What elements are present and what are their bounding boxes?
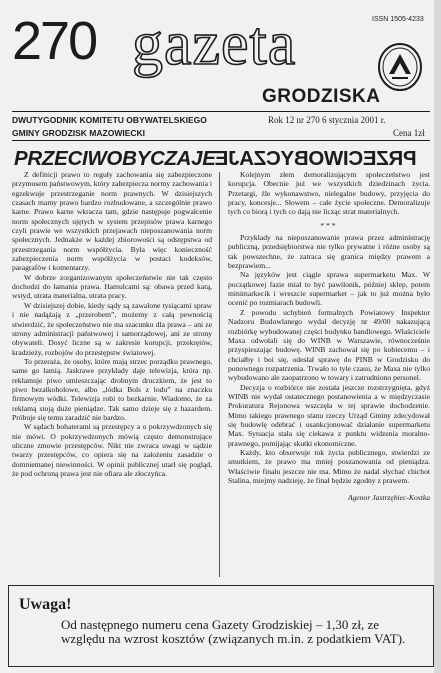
header-rule — [12, 140, 430, 141]
paragraph: W dobrze zorganizowanym społeczeństwie nie tak często dochodzi do łamania prawa. Hamulcami są: obawa przed karą, wstyd, utrata materialna, utrata pracy. — [12, 272, 212, 301]
issue-number: 270 — [12, 11, 97, 71]
article-headline: PRZECIWOBYCZAJE — [14, 147, 216, 170]
section-separator: *** — [320, 220, 338, 230]
paragraph: Na języków jest ciągle sprawa supermarketu Max. W początkowej fazie miał to być pawilonik, później sklep, potem minimarkecik i wreszcie supermarket – jak to już można było ocenić po rozmiarach budowli. — [228, 270, 430, 308]
column-divider — [219, 172, 220, 577]
newspaper-logo: gazeta — [132, 10, 297, 78]
publisher-line: DWUTYGODNIK KOMITETU OBYWATELSKIEGO — [12, 115, 207, 125]
article-column-left — [12, 170, 212, 478]
issn-number: ISSN 1505-4233 — [372, 16, 424, 23]
paragraph: Przykłady na nieposzanowanie prawa przez administrację publiczną, przedsiębiorstwa nie tylko prywatne i różne osoby są tak powszechne, że zatraca się granica między prawem a bezprawiem... — [228, 233, 430, 271]
paragraph: Z definicji prawo to reguły zachowania się zabezpieczone przymusem państwowym, który zabezpiecza normy zachowania i egzekwuje przestrzeganie norm prawnych. W dzisiejszych czasach mamy prawo bardzo rozbudowane, a szczególnie prawo karne. Prawo karne wkracza tam, gdzie następuje pogwałcenie norm społecznych ujętych w system przepisów prawa karnego czyli prawie we wszystkich przejawach nieposzanowania norm społecznych. Jednakże w każdej zbiorowości są odstępstwa od przestrzegania norm współżycia. Była więc konieczność zabezpieczenia norm współżycia w postaci kodeksów, paragrafów i komentarzy. — [12, 170, 212, 273]
issue-price: Cena 1zł — [393, 128, 425, 138]
publisher-municipality: GMINY GRODZISK MAZOWIECKI — [12, 128, 146, 138]
newspaper-subtitle: GRODZISKA — [262, 86, 381, 107]
article-column-right — [228, 170, 430, 503]
paragraph: W sądach bohaterami są przestępcy a o pokrzywdzonych się nie mówi. O pokrzywdzonych mówią często demonstrujące uliczne zmowie przestępców. Nikt nie zwraca uwagi w sądzie twarzy przestępców, co opiera się na założeniu zasadzie o domniemanej niewinności. W opinii publicznej utarł się pogląd, że pod ochroną prawa jest nie ofiara ale złoczyńca. — [12, 422, 212, 478]
paragraph: Decyzja o rozbiórce nie została jeszcze rozstrzygnięta, gdyż WINB nie wydał ostatecznego postanowienia a w międzyczasie Prokuratura Rejonowa wszczęła w tej sprawie dochodzenie. Mimo takiego prawnego stanu rzeczy Urząd Gminy zdecydował się budowlę odebrać i usankcjonować działanie supermarketu Max. Sytuacja stała się ciekawa z punktu widzenia moralno-prawnego, pomijając skutki ekonomiczne. — [228, 382, 430, 448]
article-author: Agenor Jastrzębiec-Kostka — [347, 493, 430, 503]
price-notice-box — [8, 585, 434, 667]
town-emblem-icon — [377, 42, 423, 92]
scan-edge — [434, 0, 441, 673]
paragraph: W dzisiejszej dobie, kiedy sądy są zawalone tysiącami spraw i nie nadążają z „przerobem”, możemy z całą pewnością stwierdzić, że społeczeństwo nie ma szacunku dla prawa – ani ze strony administracji państwowej i samorządowej, ani ze strony obywateli. Dosyć liczne są w zakresie korupcji, przekrętów, kradzieży, rozbojów do przestępstw światowej. — [12, 300, 212, 357]
notice-text: Od następnego numeru cena Gazety Grodziskiej – 1,30 zł, ze względu na wzrost kosztów (związanych m.in. z podatkiem VAT). — [61, 617, 406, 646]
paragraph: Z powodu uchybień formalnych Powiatowy Inspektor Nadzoru Budowlanego wydał decyzję nr 49/00 nakazującą rozbiórkę wybudowanej części budynku handlowego. Właściciele Maxa odwołali się do WINB w Warszawie, równocześnie przyspieszając budowę. WINB zachował się po kobiecemu – i chciałby i boi się, odesłał sprawę do PINB w Grodzisku do ponownego rozpatrzenia. Trwało to tyle czasu, że Maxa nie tylko wybudowano ale zaopatrzono w towary i zatrudniono personel. — [228, 307, 430, 383]
paragraph: Każdy, kto obserwuje tok życia publicznego, stwierdzi ze smutkiem, że prawo ma mniej poszanowania od pieniądza. Właściwie finału jeszcze nie ma. Mimo że nadal słychać chichot Stalina, miejmy nadzieję, że finał będzie zgodny z prawem. — [228, 447, 430, 485]
paragraph: To przeraża, że osoby, które mają strzec porządku prawnego, same go łamią. Jaskrawe przykłady daje telewizja, która np. reklamuje piwo umieszczając drobnym druczkiem, że jest to piwo bezalkoholowe, albo „lódka Bols z lodu” na znaczku firmowym wódki. Telewizja robi to bezkarnie. Wiadomo, że za reklamą stoją duże pieniądze. Tak samo dzieje się z hazardem. Próbuje się temu zaradzić nie bardzo. — [12, 356, 212, 422]
notice-title: Uwaga! — [19, 596, 72, 613]
paragraph: Kolejnym złem demoralizującym społeczeństwo jest korupcja. Obecnie już we wszystkich dziedzinach życia. Przetargi, źle wykonawstwo, nielegalne budowy, przyjęcia do pracy, koncesje... Słowem – całe życie społeczne. Demoralizuje tych co biorą i tych co dają nie licząc strat materialnych. — [228, 170, 430, 217]
masthead-rule — [12, 111, 430, 112]
article-headline-mirrored: PRZECIWOBYCZAJE — [215, 147, 417, 170]
issue-date: Rok 12 nr 270 6 stycznia 2001 r. — [268, 115, 386, 125]
